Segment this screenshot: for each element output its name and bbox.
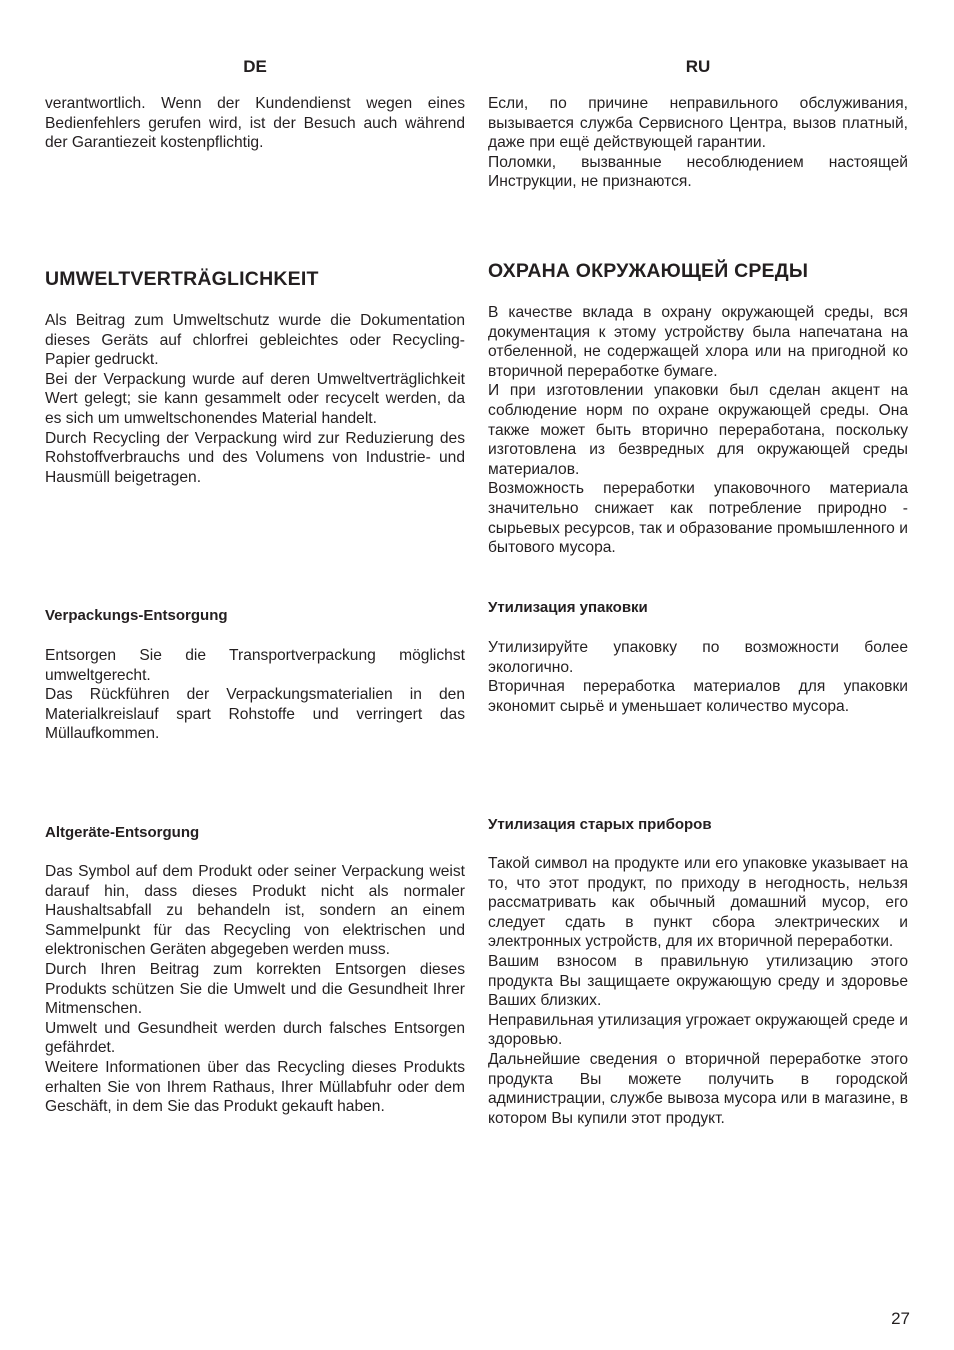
de-environment-section	[45, 311, 465, 487]
ru-intro-section	[488, 94, 908, 192]
de-environment-paragraph: Als Beitrag zum Umweltschutz wurde die Dokumentation dieses Geräts auf chlorfrei gebleichtes oder Recycling-Papier gedruckt.	[45, 312, 465, 369]
column-header-de: DE	[243, 57, 267, 76]
ru-packaging-paragraph: Вторичная переработка материалов для упаковки экономит сырьё и уменьшает количество мусора.	[488, 678, 908, 715]
ru-old-appliance-heading: Утилизация старых приборов	[488, 816, 712, 833]
page-number: 27	[891, 1309, 910, 1328]
de-old-appliance-paragraph: Durch Ihren Beitrag zum korrekten Entsorgen dieses Produkts schützen Sie die Umwelt und die Gesundheit Ihrer Mitmenschen.	[45, 960, 465, 1018]
ru-old-appliance-paragraph: Вашим взносом в правильную утилизацию этого продукта Вы защищаете окружающую среду и здоровье Ваших близких.	[488, 952, 908, 1010]
ru-old-appliance-paragraph: Неправильная утилизация угрожает окружающей среде и здоровью.	[488, 1011, 908, 1049]
ru-packaging-heading: Утилизация упаковки	[488, 599, 648, 616]
ru-old-appliance-section	[488, 854, 908, 1128]
ru-intro-paragraph: Если, по причине неправильного обслуживания, вызывается служба Сервисного Центра, вызов платный, даже при ещё действующей гарантии.	[488, 95, 908, 152]
de-old-appliance-heading: Altgeräte-Entsorgung	[45, 824, 200, 841]
de-environment-paragraph: Durch Recycling der Verpackung wird zur Reduzierung des Rohstoffverbrauchs und des Volumens von Industrie- und Hausmüll beigetragen.	[45, 429, 465, 486]
de-intro-section	[45, 94, 465, 153]
ru-environment-paragraph: Возможность переработки упаковочного материала значительно снижает как потребление природно - сырьевых ресурсов, так и образование промышленного и бытового мусора.	[488, 480, 908, 557]
ru-intro-paragraph: Поломки, вызванные несоблюдением настоящей Инструкции, не признаются.	[488, 153, 908, 191]
ru-old-appliance-paragraph: Такой символ на продукте или его упаковке указывает на то, что этот продукт, по приходу в негодность, нельзя рассматривать как обычный домашний мусор, его следует сдать в пункт сбора электрических и электронных устройств, для их вторичной переработки.	[488, 855, 908, 951]
de-packaging-heading: Verpackungs-Entsorgung	[45, 607, 228, 624]
de-old-appliance-paragraph: Weitere Informationen über das Recycling dieses Produkts erhalten Sie von Ihrem Rathaus, Ihrer Müllabfuhr oder dem Geschäft, in dem Sie das Produkt gekauft haben.	[45, 1058, 465, 1116]
column-header-ru: RU	[685, 57, 711, 76]
ru-environment-section	[488, 303, 908, 558]
de-packaging-paragraph: Das Rückführen der Verpackungsmaterialien in den Materialkreislauf spart Rohstoffe und verringert das Müllaufkommen.	[45, 686, 465, 743]
ru-packaging-section	[488, 638, 908, 716]
de-old-appliance-paragraph: Umwelt und Gesundheit werden durch falsches Entsorgen gefährdet.	[45, 1019, 465, 1057]
de-packaging-section	[45, 646, 465, 744]
de-environment-heading: UMWELTVERTRÄGLICHKEIT	[45, 268, 319, 290]
ru-environment-heading: ОХРАНА ОКРУЖАЮЩЕЙ СРЕДЫ	[488, 260, 809, 282]
de-packaging-paragraph: Entsorgen Sie die Transportverpackung möglichst umweltgerecht.	[45, 647, 465, 684]
de-old-appliance-paragraph: Das Symbol auf dem Produkt oder seiner Verpackung weist darauf hin, dass dieses Produkt nicht als normaler Haushaltsabfall zu behandeln ist, sondern an einem Sammelpunkt für das Recycling von elektrischen und elektronischen Geräten abgegeben werden muss.	[45, 863, 465, 959]
ru-packaging-paragraph: Утилизируйте упаковку по возможности более экологично.	[488, 639, 908, 676]
de-intro-paragraph: verantwortlich. Wenn der Kundendienst wegen eines Bedienfehlers gerufen wird, ist der Besuch auch während der Garantiezeit kostenpflichtig.	[45, 95, 465, 152]
ru-environment-paragraph: В качестве вклада в охрану окружающей среды, вся документация к этому устройству была напечатана на отбеленной, не содержащей хлора или на пригодной ко вторичной переработке бумаге.	[488, 304, 908, 380]
ru-old-appliance-paragraph: Дальнейшие сведения о вторичной переработке этого продукта Вы можете получить в городской администрации, службе вывоза мусора или в магазине, в котором Вы купили этот продукт.	[488, 1050, 908, 1127]
de-environment-paragraph: Bei der Verpackung wurde auf deren Umweltverträglichkeit Wert gelegt; sie kann gesammelt oder recycelt werden, da es sich um umweltschonendes Material handelt.	[45, 370, 465, 427]
de-old-appliance-section	[45, 862, 465, 1117]
ru-environment-paragraph: И при изготовлении упаковки был сделан акцент на соблюдение норм по охране окружающей среды. Она также может быть вторично переработана, поскольку изготовлена из безвредных для окружающей среды материалов.	[488, 382, 908, 478]
